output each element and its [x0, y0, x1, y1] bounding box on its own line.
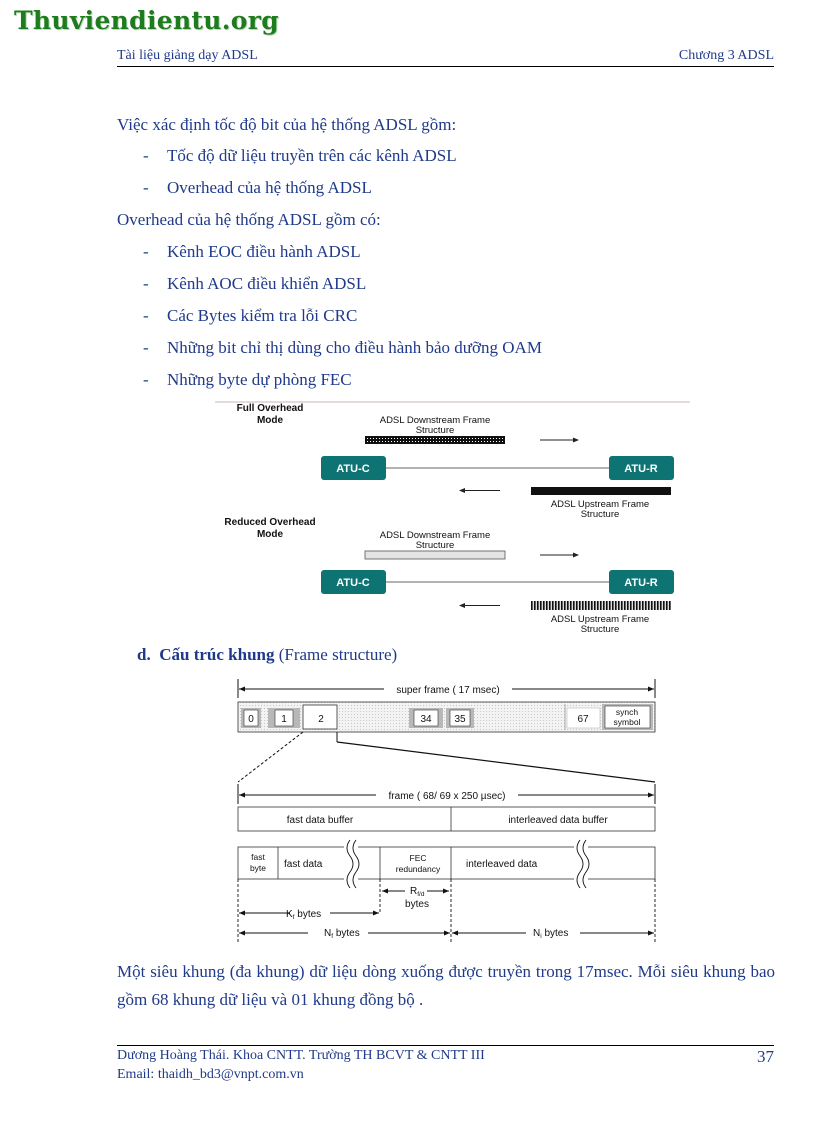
- nf-bytes-label: $N_f$ bytes: [324, 928, 360, 940]
- upstream-label: ADSL Upstream Frame: [550, 499, 650, 510]
- frame-label: frame ( 68/ 69 x 250 µsec): [388, 791, 506, 802]
- header-rule: [117, 66, 774, 67]
- site-logo: Thuviendientu.org: [14, 6, 279, 35]
- interleaved-buffer-label: interleaved data buffer: [508, 815, 608, 826]
- svg-text:synch: synch: [615, 707, 639, 717]
- svg-text:67: 67: [577, 714, 589, 725]
- svg-text:34: 34: [420, 714, 432, 725]
- svg-text:2: 2: [318, 714, 324, 725]
- frame-structure-figure: [230, 674, 662, 946]
- downstream-label: Structure: [415, 425, 455, 436]
- r-bytes-label: $R_{f/d}$: [410, 886, 425, 898]
- frame-cell: [409, 708, 443, 728]
- frame-cell: [268, 708, 300, 728]
- frame-cell: [241, 708, 261, 728]
- reduced-mode-label: Reduced Overhead: [224, 517, 316, 528]
- downstream-label: ADSL Downstream Frame: [379, 530, 491, 541]
- full-mode-label: Full Overhead: [236, 403, 304, 414]
- header-chapter: Chương 3 ADSL: [678, 48, 774, 63]
- synch-symbol-cell: [602, 704, 653, 730]
- downstream-frame-bar: [365, 551, 505, 559]
- fast-data-buffer-label: fast data buffer: [286, 815, 354, 826]
- frame-cell: [567, 708, 600, 728]
- downstream-label: Structure: [415, 540, 455, 551]
- svg-text:1: 1: [281, 714, 287, 725]
- intro-overhead: Overhead của hệ thống ADSL gồm có:: [117, 210, 381, 229]
- list-item: - Những byte dự phòng FEC: [143, 370, 352, 389]
- super-frame-label: super frame ( 17 msec): [396, 685, 500, 696]
- list-item: - Tốc độ dữ liệu truyền trên các kênh ADSL: [143, 146, 457, 165]
- list-item: - Kênh EOC điều hành ADSL: [143, 242, 361, 261]
- footer-email: Email: thaidh_bd3@vnpt.com.vn: [117, 1067, 304, 1082]
- upstream-label: ADSL Upstream Frame: [550, 614, 650, 625]
- page-number: 37: [757, 1047, 774, 1066]
- footer-author: Dương Hoàng Thái. Khoa CNTT. Trường TH BCVT & CNTT III: [117, 1048, 485, 1063]
- fec-redundancy-label: redundancy: [395, 864, 441, 874]
- svg-text:ATU-C: ATU-C: [336, 463, 370, 475]
- svg-text:35: 35: [454, 714, 466, 725]
- upstream-label: Structure: [580, 509, 620, 520]
- atu-c-node: [321, 456, 386, 480]
- list-item: - Những bit chỉ thị dùng cho điều hành bảo dưỡng OAM: [143, 338, 542, 357]
- atu-r-node: [609, 570, 674, 594]
- atu-r-node: [609, 456, 674, 480]
- fast-byte-label: fast: [251, 852, 265, 862]
- svg-text:ATU-C: ATU-C: [336, 577, 370, 589]
- svg-text:0: 0: [248, 714, 254, 725]
- list-item: - Overhead của hệ thống ADSL: [143, 178, 372, 197]
- full-mode-label: Mode: [256, 415, 284, 426]
- downstream-label: ADSL Downstream Frame: [379, 415, 491, 426]
- frame-cell: [446, 708, 474, 728]
- reduced-mode-label: Mode: [256, 529, 284, 540]
- k-bytes-label: $K_f$ bytes: [286, 909, 322, 921]
- interleaved-data-label: interleaved data: [466, 859, 538, 870]
- list-item: - Kênh AOC điều khiển ADSL: [143, 274, 367, 293]
- superframe-paragraph: Một siêu khung (đa khung) dữ liệu dòng xuống được truyền trong 17msec. Mỗi siêu khung bao gồm 68 khung dữ liệu và 01 khung đồng bộ .: [117, 962, 775, 1009]
- footer-rule: [117, 1045, 774, 1046]
- upstream-frame-bar: [531, 487, 671, 495]
- break-mark: [574, 840, 589, 888]
- fast-data-label: fast data: [284, 859, 323, 870]
- header-doc-title: Tài liệu giảng dạy ADSL: [117, 48, 258, 63]
- fec-redundancy-label: FEC: [409, 853, 427, 863]
- overhead-mode-figure: [195, 398, 695, 634]
- downstream-frame-bar: [365, 436, 505, 444]
- fast-byte-label: byte: [249, 863, 267, 873]
- upstream-label: Structure: [580, 624, 620, 634]
- section-heading: d. Cấu trúc khung (Frame structure): [137, 645, 398, 664]
- atu-c-node: [321, 570, 386, 594]
- svg-text:symbol: symbol: [613, 717, 641, 727]
- break-mark: [344, 840, 359, 888]
- list-item: - Các Bytes kiểm tra lỗi CRC: [143, 306, 358, 325]
- frame-cell: [303, 705, 337, 729]
- svg-text:ATU-R: ATU-R: [624, 577, 658, 589]
- ni-bytes-label: $N_i$ bytes: [533, 928, 569, 940]
- intro-bitrate: Việc xác định tốc độ bit của hệ thống ADSL gồm:: [117, 115, 457, 134]
- upstream-frame-bar: [531, 601, 671, 610]
- svg-text:ATU-R: ATU-R: [624, 463, 658, 475]
- r-bytes-label: bytes: [405, 899, 429, 910]
